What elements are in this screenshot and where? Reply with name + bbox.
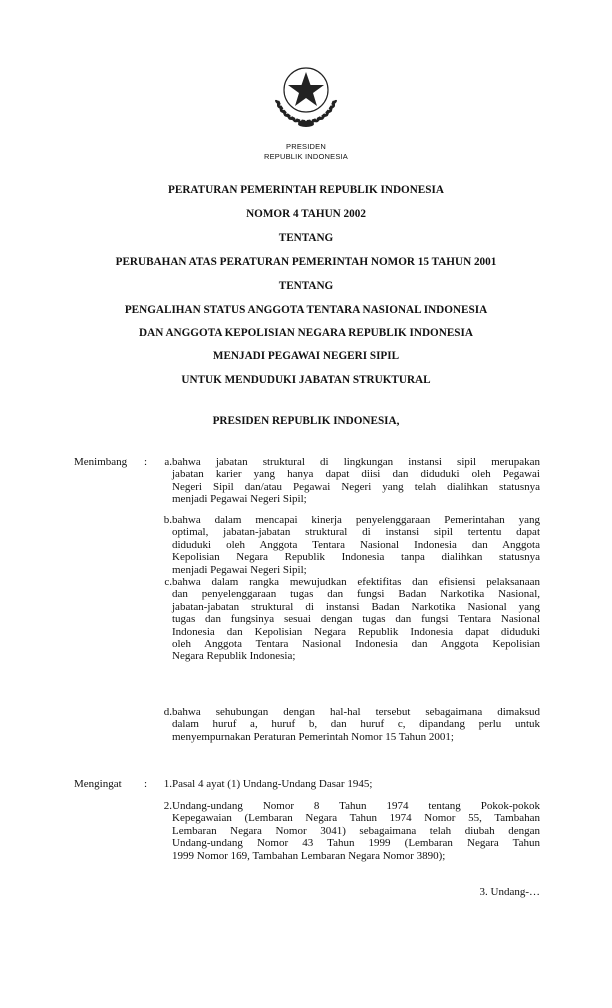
mengingat-label: Mengingat <box>74 778 122 790</box>
emblem-caption-republic: REPUBLIK INDONESIA <box>263 152 349 161</box>
item-text-line: Undang-undang Nomor 43 Tahun 1999 (Lembaran Negara Tahun <box>172 837 540 850</box>
item-text-line: jabatan karier yang hanya dapat diisi dan diduduki oleh Pegawai <box>172 468 540 481</box>
item-text-line: optimal, jabatan-jabatan struktural di instansi sipil tertentu dapat <box>172 526 540 539</box>
page-continuation: 3. Undang-… <box>479 886 540 898</box>
item-text-line: tugas dan fungsinya sesuai dengan tugas dan fungsi Tentara Nasional <box>172 613 540 626</box>
item-text-line: Kepolisian Negara Republik Indonesia tanpa dialihkan statusnya <box>172 551 540 564</box>
item-marker: a. <box>164 456 172 468</box>
item-text-line: dan penyelenggaraan tugas dan fungsi Badan Narkotika Nasional, <box>172 588 540 601</box>
item-text-line: Pasal 4 ayat (1) Undang-Undang Dasar 1945; <box>172 778 373 790</box>
item-marker: c. <box>164 576 172 588</box>
item-text-line: Indonesia dan Kepolisian Negara Republik Indonesia dapat diduduki <box>172 625 540 638</box>
item-marker: d. <box>163 706 172 718</box>
title-line: TENTANG <box>278 232 334 244</box>
title-line: DAN ANGGOTA KEPOLISIAN NEGARA REPUBLIK INDONESIA <box>139 327 473 339</box>
item-text-line: oleh Anggota Tentara Nasional Indonesia dan Anggota Kepolisian <box>172 637 540 650</box>
item-text-line: bahwa dalam rangka mewujudkan efektifitas dan efisiensi pelaksanaan <box>172 576 540 588</box>
menimbang-label: Menimbang <box>74 456 128 468</box>
mengingat-colon: : <box>144 778 148 790</box>
item-text-line: bahwa jabatan struktural di lingkungan instansi sipil merupakan <box>172 456 540 468</box>
item-text-line: menjadi Pegawai Negeri Sipil; <box>172 493 307 506</box>
title-line: TENTANG <box>278 280 334 292</box>
garuda-star-emblem <box>268 52 344 140</box>
item-text-line: Undang-undang Nomor 8 Tahun 1974 tentang Pokok-pokok <box>172 800 540 812</box>
title-line: PERATURAN PEMERINTAH REPUBLIK INDONESIA <box>168 184 444 196</box>
item-text-line: Negeri Sipil dan/atau Pegawai Negeri yang telah dialihkan statusnya <box>172 480 540 493</box>
item-text-line: dalam huruf a, huruf b, dan huruf c, dipandang perlu untuk <box>172 718 540 731</box>
item-marker: b. <box>163 514 172 526</box>
item-text-line: menjadi Pegawai Negeri Sipil; <box>172 563 307 576</box>
title-line: PENGALIHAN STATUS ANGGOTA TENTARA NASIONAL INDONESIA <box>124 304 488 316</box>
item-text-line: menyempurnakan Peraturan Pemerintah Nomor 15 Tahun 2001; <box>172 730 454 743</box>
title-line: NOMOR 4 TAHUN 2002 <box>246 208 366 220</box>
item-text-line: 1999 Nomor 169, Tambahan Lembaran Negara Nomor 3890); <box>172 849 446 862</box>
item-text-line: bahwa dalam mencapai kinerja penyelenggaraan Pemerintahan yang <box>172 514 540 526</box>
menimbang-colon: : <box>144 456 148 468</box>
item-text-line: Negara Republik Indonesia; <box>172 650 296 663</box>
title-line: MENJADI PEGAWAI NEGERI SIPIL <box>212 350 400 362</box>
item-text-line: jabatan-jabatan struktural di instansi Badan Narkotika Nasional yang <box>172 600 540 613</box>
item-text-line: Lembaran Negara Nomor 3041) sebagaimana telah diubah dengan <box>172 824 540 837</box>
item-text-line: diduduki oleh Anggota Tentara Nasional Indonesia dan Anggota <box>172 538 540 551</box>
president-line: PRESIDEN REPUBLIK INDONESIA, <box>212 415 400 427</box>
emblem-caption-president: PRESIDEN <box>286 142 326 151</box>
item-marker: 2. <box>163 800 172 812</box>
title-line: UNTUK MENDUDUKI JABATAN STRUKTURAL <box>181 374 431 386</box>
title-line: PERUBAHAN ATAS PERATURAN PEMERINTAH NOMOR 15 TAHUN 2001 <box>115 256 497 268</box>
item-text-line: bahwa sehubungan dengan hal-hal tersebut sebagaimana dimaksud <box>172 706 540 718</box>
item-marker: 1. <box>163 778 172 790</box>
item-text-line: Kepegawaian (Lembaran Negara Tahun 1974 Nomor 55, Tambahan <box>172 812 540 825</box>
